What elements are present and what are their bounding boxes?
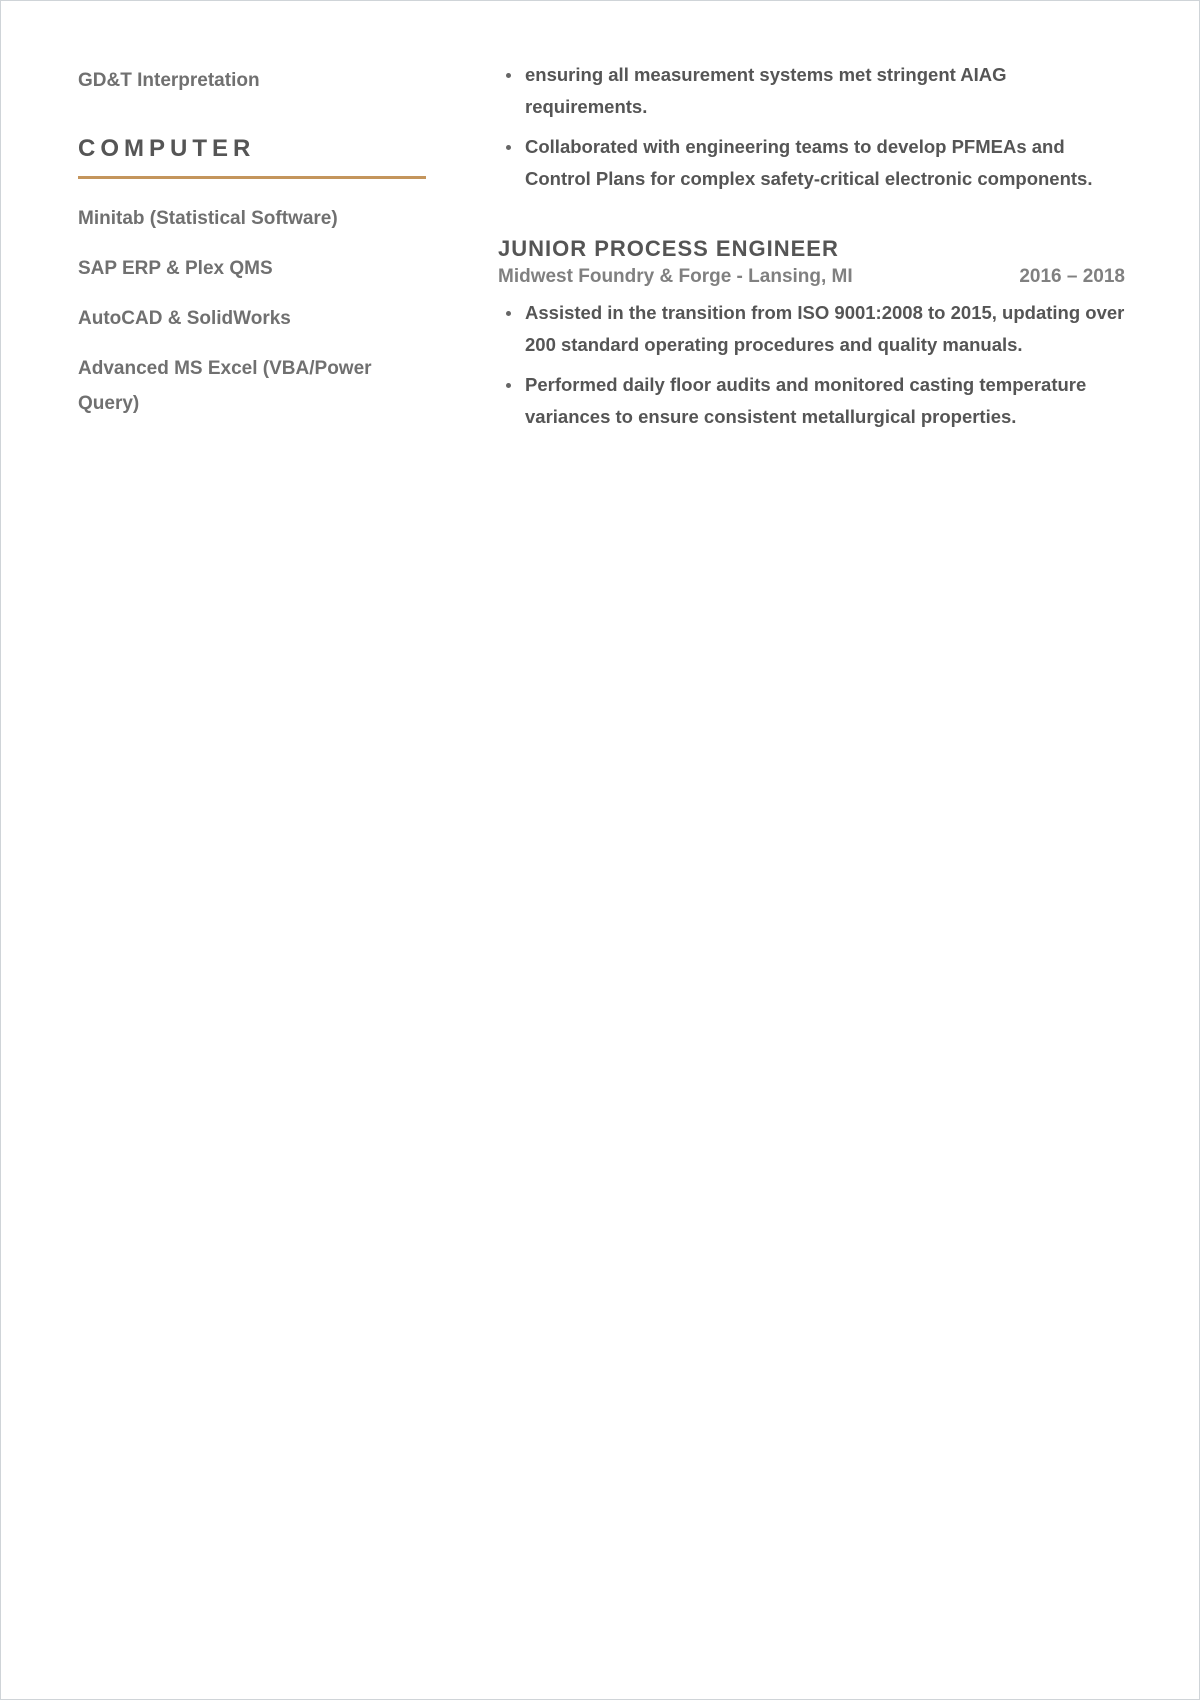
job-meta bbox=[498, 263, 1125, 291]
right-column bbox=[498, 59, 1125, 441]
bullet-dot-icon bbox=[506, 145, 511, 150]
bullet-text: Collaborated with engineering teams to develop PFMEAs and Control Plans for complex safety-critical electronic components. bbox=[525, 136, 1093, 189]
computer-skill-item: AutoCAD & SolidWorks bbox=[78, 308, 291, 329]
computer-skill-item: SAP ERP & Plex QMS bbox=[78, 258, 273, 279]
computer-skills-list bbox=[78, 201, 426, 421]
job-company: Midwest Foundry & Forge - Lansing, MI bbox=[498, 266, 853, 287]
bullet-item bbox=[498, 369, 1125, 433]
bullet-dot-icon bbox=[506, 383, 511, 388]
job-dates: 2016 – 2018 bbox=[1019, 266, 1125, 287]
left-column bbox=[78, 63, 426, 436]
computer-section-heading: COMPUTER bbox=[78, 135, 256, 162]
job-bullets bbox=[498, 297, 1125, 433]
computer-skill-item: Advanced MS Excel (VBA/Power Query) bbox=[78, 358, 372, 414]
job-entry bbox=[498, 235, 1125, 433]
bullet-item bbox=[498, 59, 1125, 123]
section-divider bbox=[78, 176, 426, 179]
bullet-item bbox=[498, 297, 1125, 361]
bullet-text: Assisted in the transition from ISO 9001:2008 to 2015, updating over 200 standard operating procedures and quality manuals. bbox=[525, 302, 1125, 355]
bullet-text: Performed daily floor audits and monitored casting temperature variances to ensure consistent metallurgical properties. bbox=[525, 374, 1087, 427]
job-title: JUNIOR PROCESS ENGINEER bbox=[498, 236, 839, 261]
computer-skill-item: Minitab (Statistical Software) bbox=[78, 208, 338, 229]
skill-item: GD&T Interpretation bbox=[78, 70, 260, 91]
bullet-item bbox=[498, 131, 1125, 195]
bullet-dot-icon bbox=[506, 311, 511, 316]
bullet-dot-icon bbox=[506, 73, 511, 78]
previous-job-bullets bbox=[498, 59, 1125, 195]
bullet-text: ensuring all measurement systems met stringent AIAG requirements. bbox=[525, 64, 1007, 117]
